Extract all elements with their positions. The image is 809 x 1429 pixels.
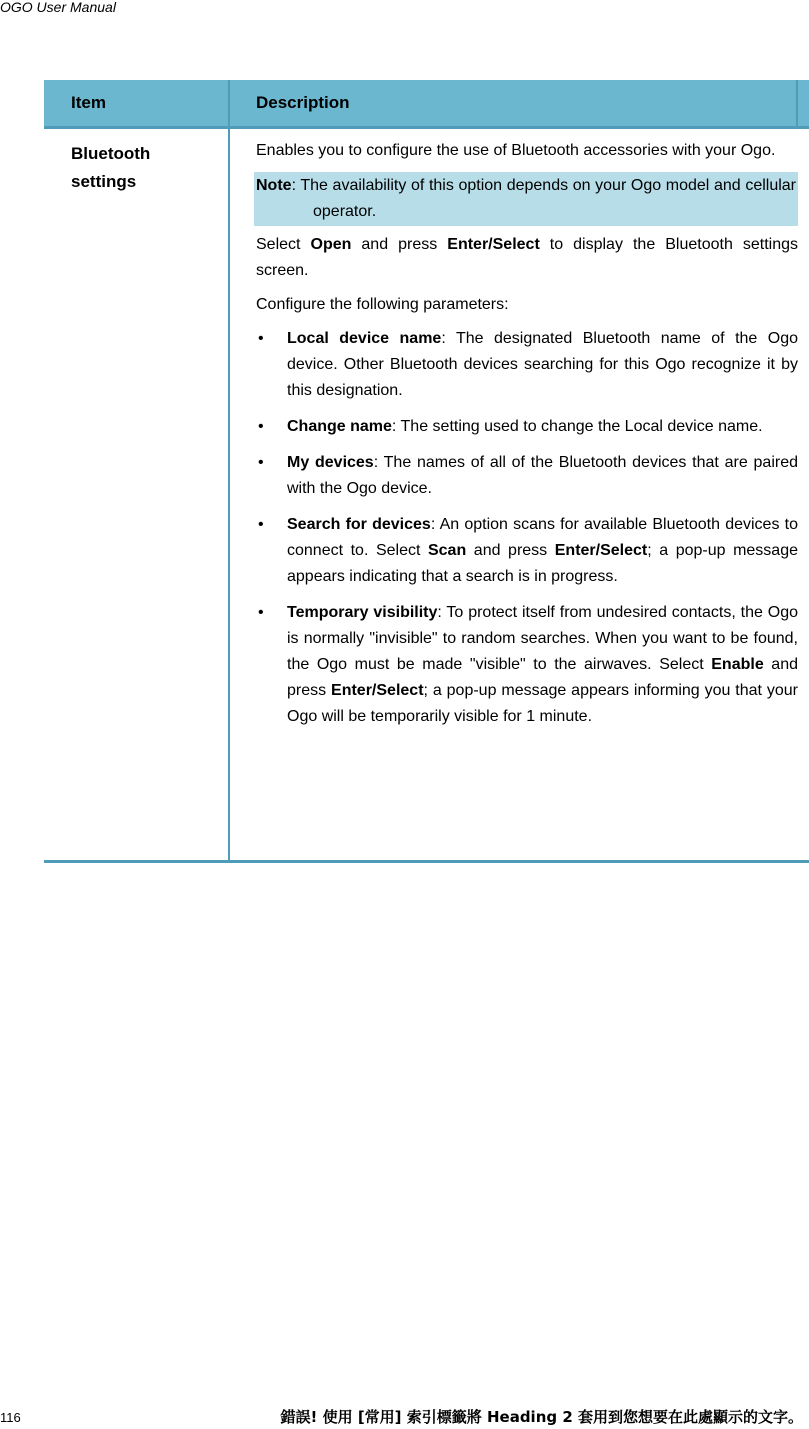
bullet-term: Local device name — [287, 330, 442, 347]
intro-paragraph: Enables you to configure the use of Bluetooth accessories with your Ogo. — [256, 142, 776, 159]
bullet-icon: • — [258, 516, 264, 533]
note-label: Note — [256, 177, 292, 194]
bullet-text: and press — [287, 656, 798, 699]
item-cell — [71, 140, 211, 196]
list-item — [256, 414, 798, 440]
table-row — [44, 129, 809, 863]
footer-error-text: 錯誤! 使用 [常用] 索引標籤將 Heading 2 套用到您想要在此處顯示的文字。 — [280, 1408, 803, 1426]
bullet-term-enter: Enter/Select — [554, 542, 648, 559]
bullet-text: ; a pop-up message appears indicating that a search is in progress. — [287, 542, 799, 585]
bullet-term: Change name — [287, 418, 392, 435]
bullet-text: : The names of all of the Bluetooth devices that are paired with the Ogo device. — [287, 454, 799, 497]
bullet-icon: • — [258, 454, 264, 471]
item-name-line2: settings — [71, 172, 137, 191]
column-divider — [228, 80, 230, 126]
bullet-term-enable: Enable — [711, 656, 764, 673]
description-cell — [256, 138, 798, 740]
select-text-mid: and press — [351, 236, 448, 253]
select-paragraph — [256, 232, 798, 284]
column-header-item: Item — [71, 93, 106, 112]
column-header-description: Description — [256, 93, 350, 112]
parameter-list — [256, 326, 798, 730]
bullet-text: and press — [466, 542, 555, 559]
bullet-text: : The designated Bluetooth name of the Ogo device. Other Bluetooth devices searching for this Ogo recognize it by this designation. — [287, 330, 799, 399]
bullet-text: ; a pop-up message appears informing you that your Ogo will be temporarily visible for 1 minute. — [287, 682, 798, 725]
bullet-text: : An option scans for available Bluetooth devices to connect to. Select — [287, 516, 798, 559]
select-open-term: Open — [310, 236, 352, 253]
settings-table — [44, 80, 809, 863]
select-enter-term: Enter/Select — [447, 236, 540, 253]
bullet-icon: • — [258, 604, 264, 621]
select-text-pre: Select — [256, 236, 311, 253]
running-header: OGO User Manual — [0, 0, 116, 15]
select-text-post: to display the Bluetooth settings screen. — [256, 236, 799, 279]
configure-paragraph: Configure the following parameters: — [256, 296, 509, 313]
list-item — [256, 600, 798, 730]
bullet-term: My devices — [287, 454, 374, 471]
column-divider — [228, 129, 230, 860]
table-header-row — [44, 80, 809, 129]
bullet-icon: • — [258, 418, 264, 435]
bullet-text: : The setting used to change the Local device name. — [391, 418, 763, 435]
list-item — [256, 512, 798, 590]
column-divider-right — [796, 80, 798, 126]
bullet-term: Search for devices — [287, 516, 431, 533]
bullet-term-scan: Scan — [427, 542, 467, 559]
list-item — [256, 326, 798, 404]
note-box — [254, 172, 798, 226]
page-number: 116 — [0, 1410, 21, 1425]
bullet-icon: • — [258, 330, 264, 347]
note-text: : The availability of this option depends on your Ogo model and cellular operator. — [291, 177, 796, 220]
item-name-line1: Bluetooth — [71, 144, 151, 163]
list-item — [256, 450, 798, 502]
bullet-term: Temporary visibility — [287, 604, 438, 621]
bullet-term-enter: Enter/Select — [331, 682, 424, 699]
bullet-text: : To protect itself from undesired contacts, the Ogo is normally "invisible" to random searches. When you want to be found, the Ogo must be made "visible" to the airwaves. Select — [287, 604, 798, 673]
